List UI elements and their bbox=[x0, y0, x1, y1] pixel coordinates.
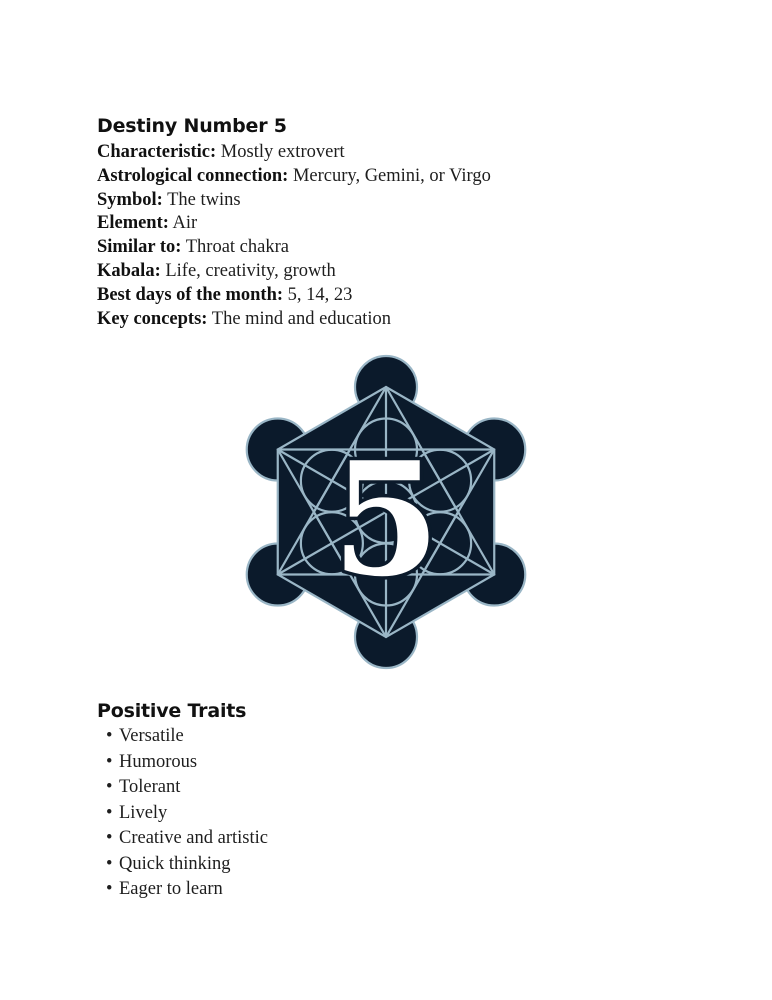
bullet: • bbox=[106, 777, 113, 797]
destiny-heading: Destiny Number 5 bbox=[97, 115, 287, 137]
fact-value: Life, creativity, growth bbox=[165, 260, 336, 281]
fact-row bbox=[97, 236, 491, 260]
trait-label: Creative and artistic bbox=[119, 828, 268, 848]
fact-value: 5, 14, 23 bbox=[287, 284, 353, 305]
fact-value: Air bbox=[172, 213, 198, 234]
bullet: • bbox=[106, 726, 113, 746]
positive-traits-list bbox=[106, 724, 268, 903]
bullet: • bbox=[106, 802, 113, 823]
trait-label: Versatile bbox=[119, 726, 184, 746]
fact-key: Similar to: bbox=[97, 237, 182, 258]
trait-label: Eager to learn bbox=[119, 879, 223, 899]
fact-row bbox=[97, 284, 491, 308]
trait-label: Tolerant bbox=[119, 777, 181, 797]
fact-key: Symbol: bbox=[97, 189, 163, 210]
fact-key: Key concepts: bbox=[97, 308, 208, 329]
list-item bbox=[106, 826, 268, 852]
metatron-cube-emblem bbox=[236, 347, 536, 677]
bullet: • bbox=[106, 879, 113, 899]
list-item bbox=[106, 775, 268, 801]
positive-traits-heading: Positive Traits bbox=[97, 700, 247, 722]
fact-value: Mercury, Gemini, or Virgo bbox=[292, 165, 491, 186]
trait-label: Lively bbox=[119, 802, 168, 823]
fact-row bbox=[97, 141, 491, 165]
trait-label: Quick thinking bbox=[119, 853, 231, 874]
destiny-facts bbox=[97, 141, 491, 331]
fact-key: Kabala: bbox=[97, 260, 161, 281]
list-item bbox=[106, 750, 268, 776]
fact-row bbox=[97, 165, 491, 189]
list-item bbox=[106, 852, 268, 878]
fact-key: Best days of the month: bbox=[97, 284, 284, 305]
number-five-numeral: 5 bbox=[331, 428, 441, 611]
fact-row bbox=[97, 189, 491, 213]
fact-row bbox=[97, 308, 491, 332]
bullet: • bbox=[106, 853, 113, 874]
fact-value: Throat chakra bbox=[185, 237, 289, 258]
list-item bbox=[106, 877, 268, 903]
fact-key: Characteristic: bbox=[97, 142, 217, 162]
fact-row bbox=[97, 212, 491, 236]
bullet: • bbox=[106, 751, 113, 772]
fact-value: The mind and education bbox=[211, 308, 392, 329]
fact-value: Mostly extrovert bbox=[220, 142, 345, 162]
fact-key: Element: bbox=[97, 213, 169, 234]
fact-key: Astrological connection: bbox=[97, 165, 289, 186]
list-item bbox=[106, 724, 268, 750]
bullet: • bbox=[106, 828, 113, 848]
trait-label: Humorous bbox=[119, 751, 198, 772]
fact-row bbox=[97, 260, 491, 284]
list-item bbox=[106, 801, 268, 827]
fact-value: The twins bbox=[167, 189, 241, 210]
